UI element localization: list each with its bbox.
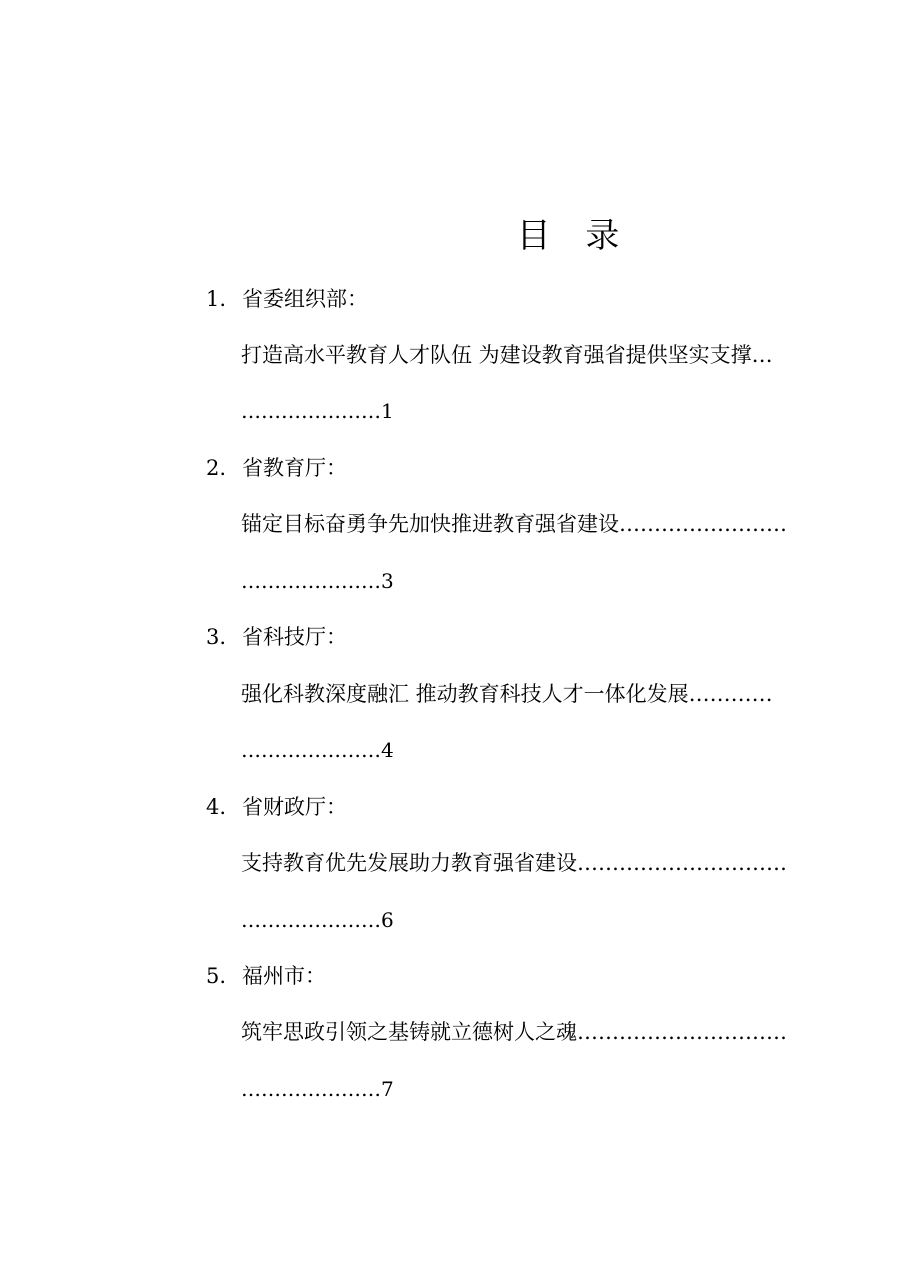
toc-entry-page-leader[interactable]: …………………4: [241, 738, 394, 762]
toc-entry-title[interactable]: 锚定目标奋勇争先加快推进教育强省建设……………………: [241, 512, 787, 536]
toc-entry-organization-name: 省委组织部：: [242, 287, 368, 311]
toc-entry-title[interactable]: 强化科教深度融汇 推动教育科技人才一体化发展…………: [241, 682, 773, 706]
toc-entry-number: 1.: [206, 287, 227, 311]
toc-entry-organization-name: 省财政厅：: [242, 795, 347, 819]
toc-entry-number: 2.: [206, 456, 227, 480]
toc-entry-page-leader[interactable]: …………………6: [241, 908, 394, 932]
toc-entry-organization: [206, 453, 347, 483]
toc-entry-organization-name: 福州市：: [242, 964, 326, 988]
toc-entry-organization: [206, 961, 326, 991]
toc-entry-number: 5.: [206, 964, 227, 988]
toc-entry-number: 4.: [206, 795, 227, 819]
toc-entry-organization: [206, 622, 347, 652]
toc-entry-page-leader[interactable]: …………………3: [241, 569, 394, 593]
toc-entry-number: 3.: [206, 625, 227, 649]
toc-heading: 目 录: [516, 216, 632, 256]
toc-entry-organization-name: 省科技厅：: [242, 625, 347, 649]
toc-entry-organization: [206, 792, 347, 822]
toc-entry-page-leader[interactable]: …………………7: [241, 1077, 394, 1101]
toc-entry-organization-name: 省教育厅：: [242, 456, 347, 480]
toc-entry-title[interactable]: 打造高水平教育人才队伍 为建设教育强省提供坚实支撑…: [241, 343, 773, 367]
toc-entry-page-leader[interactable]: …………………1: [241, 399, 394, 423]
toc-entry-title[interactable]: 支持教育优先发展助力教育强省建设…………………………: [241, 851, 787, 875]
toc-entry-title[interactable]: 筑牢思政引领之基铸就立德树人之魂…………………………: [241, 1020, 787, 1044]
toc-entry-organization: [206, 284, 368, 314]
